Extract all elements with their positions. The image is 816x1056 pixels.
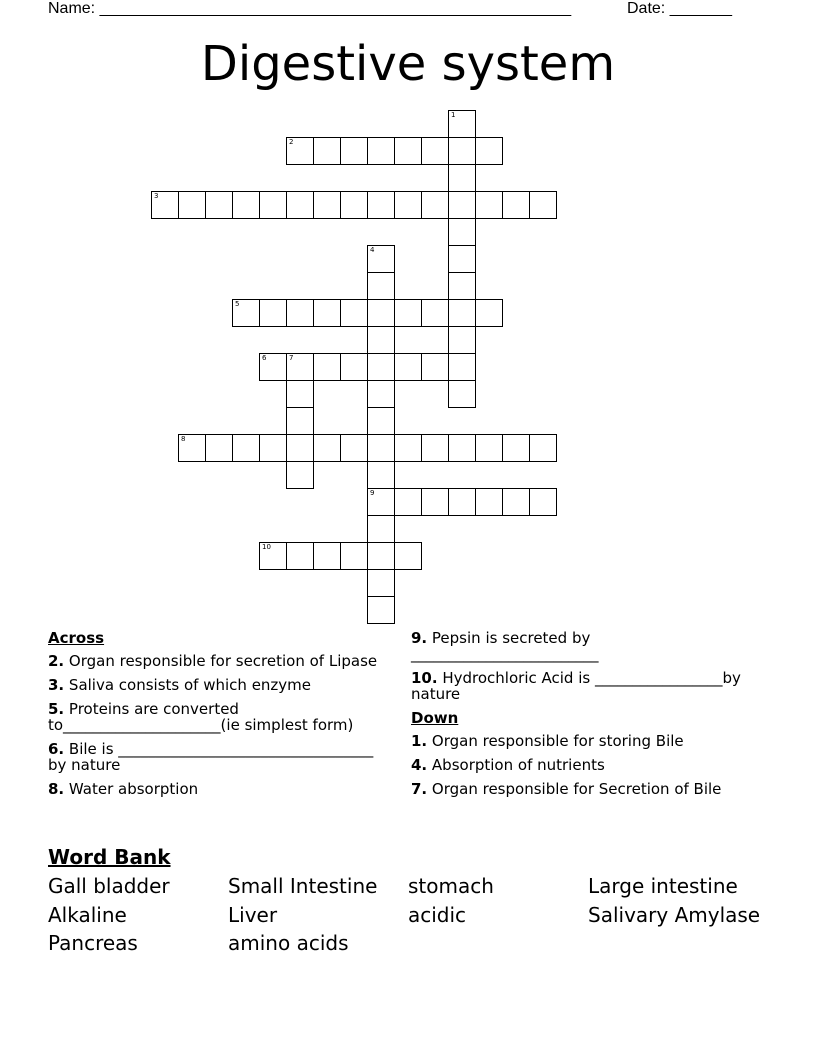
crossword-cell[interactable]: [394, 542, 422, 570]
clues-left-column: [48, 630, 393, 805]
crossword-cell[interactable]: [367, 326, 395, 354]
clue-number: 3.: [48, 676, 65, 694]
clue-number-label: 5: [235, 300, 240, 308]
crossword-cell[interactable]: [286, 191, 314, 219]
crossword-cell[interactable]: [448, 110, 476, 138]
crossword-cell[interactable]: [394, 137, 422, 165]
clue-number-label: 9: [370, 489, 375, 497]
clue-text: Pepsin is secreted by _________________________: [411, 629, 599, 663]
word-bank: [48, 872, 768, 958]
down-clue-1: [411, 733, 756, 749]
crossword-cell[interactable]: [340, 191, 368, 219]
crossword-cell[interactable]: [286, 380, 314, 408]
clue-text: Hydrochloric Acid is _________________by nature: [411, 669, 741, 703]
crossword-cell[interactable]: [232, 299, 260, 327]
crossword-cell[interactable]: [394, 488, 422, 516]
word-bank-item: stomach: [408, 874, 494, 898]
crossword-cell[interactable]: [448, 191, 476, 219]
crossword-cell[interactable]: [367, 569, 395, 597]
crossword-cell[interactable]: [367, 407, 395, 435]
clue-number-label: 3: [154, 192, 159, 200]
crossword-cell[interactable]: [259, 353, 287, 381]
crossword-cell[interactable]: [367, 245, 395, 273]
crossword-cell[interactable]: [205, 434, 233, 462]
down-clue-4: [411, 757, 756, 773]
crossword-cell[interactable]: [367, 299, 395, 327]
crossword-cell[interactable]: [286, 137, 314, 165]
crossword-cell[interactable]: [421, 353, 449, 381]
down-clue-7: [411, 781, 756, 797]
crossword-cell[interactable]: [448, 380, 476, 408]
down-heading: Down: [411, 709, 459, 727]
clue-number: 1.: [411, 732, 428, 750]
clue-number-label: 8: [181, 435, 186, 443]
page-title: Digestive system: [200, 36, 616, 92]
crossword-cell[interactable]: [367, 272, 395, 300]
date-field[interactable]: Date: _______: [627, 0, 732, 17]
crossword-cell[interactable]: [448, 488, 476, 516]
across-clue-5: [48, 701, 393, 733]
clue-number-label: 4: [370, 246, 375, 254]
crossword-cell[interactable]: [367, 488, 395, 516]
crossword-cell[interactable]: [340, 434, 368, 462]
crossword-cell[interactable]: [367, 542, 395, 570]
crossword-cell[interactable]: [340, 353, 368, 381]
crossword-cell[interactable]: [286, 353, 314, 381]
crossword-cell[interactable]: [313, 542, 341, 570]
crossword-cell[interactable]: [394, 353, 422, 381]
crossword-cell[interactable]: [313, 299, 341, 327]
word-bank-item: Liver: [228, 902, 278, 927]
crossword-cell[interactable]: [313, 353, 341, 381]
crossword-cell[interactable]: [286, 461, 314, 489]
crossword-cell[interactable]: [475, 488, 503, 516]
across-clue-10: [411, 670, 756, 702]
crossword-cell[interactable]: [448, 272, 476, 300]
crossword-cell[interactable]: [448, 218, 476, 246]
crossword-cell[interactable]: [259, 542, 287, 570]
crossword-cell[interactable]: [394, 299, 422, 327]
crossword-cell[interactable]: [421, 137, 449, 165]
crossword-cell[interactable]: [502, 191, 530, 219]
crossword-cell[interactable]: [367, 461, 395, 489]
crossword-cell[interactable]: [340, 299, 368, 327]
crossword-cell[interactable]: [529, 434, 557, 462]
clue-text: Saliva consists of which enzyme: [68, 676, 312, 694]
word-bank-item: Small Intestine: [228, 874, 378, 898]
crossword-cell[interactable]: [178, 434, 206, 462]
crossword-cell[interactable]: [286, 299, 314, 327]
crossword-cell[interactable]: [259, 191, 287, 219]
crossword-cell[interactable]: [232, 191, 260, 219]
crossword-cell[interactable]: [367, 137, 395, 165]
word-bank-item: Gall bladder: [48, 874, 170, 898]
crossword-cell[interactable]: [529, 488, 557, 516]
crossword-cell[interactable]: [286, 434, 314, 462]
crossword-cell[interactable]: [232, 434, 260, 462]
crossword-cell[interactable]: [475, 191, 503, 219]
crossword-cell[interactable]: [340, 542, 368, 570]
crossword-cell[interactable]: [367, 434, 395, 462]
crossword-cell[interactable]: [421, 434, 449, 462]
word-bank-item: Large intestine: [588, 874, 738, 898]
clue-number: 8.: [48, 780, 65, 798]
crossword-cell[interactable]: [367, 353, 395, 381]
word-bank-item: Salivary Amylase: [588, 902, 761, 927]
clue-number: 9.: [411, 629, 428, 647]
clue-text: Organ responsible for secretion of Lipase: [68, 652, 378, 670]
crossword-cell[interactable]: [313, 434, 341, 462]
crossword-cell[interactable]: [394, 434, 422, 462]
clue-number: 7.: [411, 780, 428, 798]
crossword-cell[interactable]: [340, 137, 368, 165]
word-bank-item: amino acids: [228, 931, 349, 955]
crossword-cell[interactable]: [448, 164, 476, 192]
clue-number-label: 6: [262, 354, 267, 362]
across-clue-6: [48, 741, 393, 773]
across-clue-9: [411, 630, 756, 662]
clues-right-column: [411, 630, 756, 805]
crossword-cell[interactable]: [421, 488, 449, 516]
across-clue-2: [48, 653, 393, 669]
across-clue-3: [48, 677, 393, 693]
clue-number: 10.: [411, 669, 438, 687]
crossword-cell[interactable]: [394, 191, 422, 219]
crossword-cell[interactable]: [421, 299, 449, 327]
clue-number: 4.: [411, 756, 428, 774]
worksheet-header: [48, 0, 768, 20]
crossword-cell[interactable]: [259, 299, 287, 327]
crossword-cell[interactable]: [259, 434, 287, 462]
crossword-cell[interactable]: [313, 191, 341, 219]
crossword-cell[interactable]: [178, 191, 206, 219]
crossword-cell[interactable]: [286, 407, 314, 435]
clue-number-label: 10: [262, 543, 271, 551]
crossword-cell[interactable]: [529, 191, 557, 219]
clue-number-label: 1: [451, 111, 456, 119]
crossword-cell[interactable]: [475, 434, 503, 462]
crossword-cell[interactable]: [448, 434, 476, 462]
clue-text: Organ responsible for storing Bile: [431, 732, 684, 750]
word-bank-item: Alkaline: [48, 902, 127, 927]
crossword-cell[interactable]: [205, 191, 233, 219]
crossword-cell[interactable]: [475, 299, 503, 327]
crossword-cell[interactable]: [367, 596, 395, 624]
crossword-cell[interactable]: [367, 515, 395, 543]
crossword-cell[interactable]: [448, 137, 476, 165]
across-clue-8: [48, 781, 393, 797]
clue-number-label: 7: [289, 354, 294, 362]
crossword-cell[interactable]: [313, 137, 341, 165]
crossword-cell[interactable]: [286, 542, 314, 570]
clue-number-label: 2: [289, 138, 294, 146]
crossword-cell[interactable]: [502, 488, 530, 516]
word-bank-item: Pancreas: [48, 931, 138, 955]
crossword-cell[interactable]: [475, 137, 503, 165]
word-bank-item: acidic: [408, 902, 467, 927]
clue-text: Proteins are converted to_____________________(ie simplest form): [48, 700, 354, 734]
clue-number: 5.: [48, 700, 65, 718]
clue-text: Water absorption: [68, 780, 199, 798]
crossword-cell[interactable]: [448, 245, 476, 273]
across-heading: Across: [48, 629, 105, 647]
name-field[interactable]: Name: _____________________________________________________: [48, 0, 572, 17]
clue-number: 6.: [48, 740, 65, 758]
crossword-cell[interactable]: [367, 380, 395, 408]
crossword-cell[interactable]: [448, 326, 476, 354]
crossword-cell[interactable]: [421, 191, 449, 219]
clue-text: Bile is __________________________________ by nature: [48, 740, 374, 774]
crossword-cell[interactable]: [448, 353, 476, 381]
word-bank-title: Word Bank: [48, 845, 171, 869]
crossword-cell[interactable]: [502, 434, 530, 462]
clue-number: 2.: [48, 652, 65, 670]
clue-text: Organ responsible for Secretion of Bile: [431, 780, 722, 798]
crossword-cell[interactable]: [448, 299, 476, 327]
crossword-cell[interactable]: [151, 191, 179, 219]
crossword-cell[interactable]: [367, 191, 395, 219]
clue-text: Absorption of nutrients: [431, 756, 605, 774]
